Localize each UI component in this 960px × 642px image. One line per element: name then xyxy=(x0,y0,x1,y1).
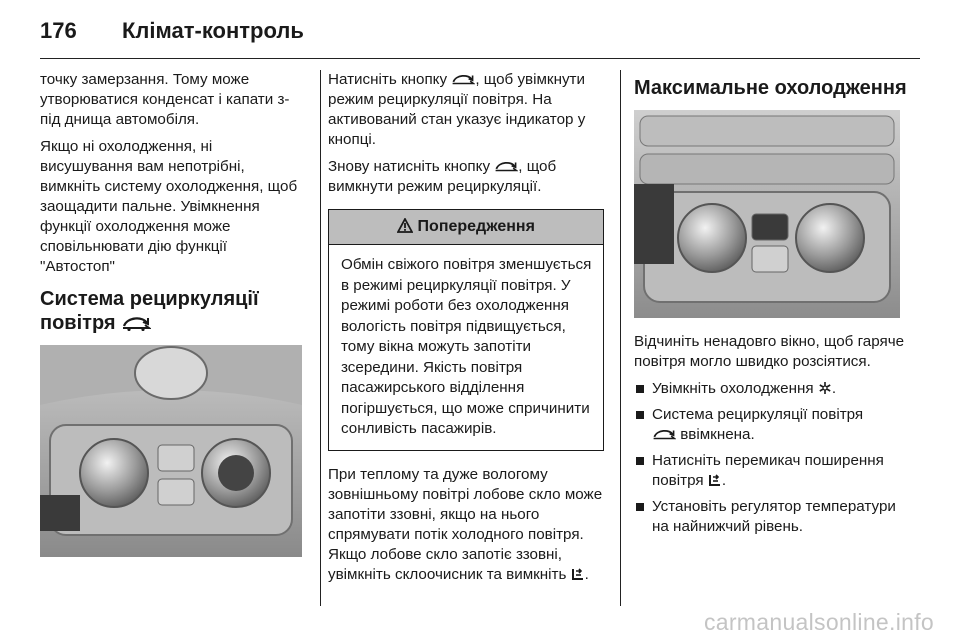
section-heading-max-cooling: Максимальне охолодження xyxy=(634,77,907,99)
snowflake-icon xyxy=(818,381,832,395)
list-item: Натисніть перемикач поширення повітря . xyxy=(634,451,910,491)
heading-line: Система рециркуляції xyxy=(40,288,259,310)
recirculation-icon xyxy=(121,315,151,331)
warning-title: Попередження xyxy=(417,218,535,235)
paragraph: При теплому та дуже вологому зовнішньому повітрі лобове скло може запотіти ззовні, якщо на нього спрямувати потік холодного повітря. Якщо лобове скло запотіє ззовні, увімкніть склоочисник та вимкніть . xyxy=(328,465,603,583)
section-heading-recirculation xyxy=(40,287,306,335)
air-distribution-icon xyxy=(571,567,585,581)
paragraph: Відчиніть ненадовго вікно, щоб гаряче повітря могло швидко розсіятися. xyxy=(634,333,905,370)
warning-box xyxy=(328,209,604,451)
header-divider xyxy=(40,58,920,59)
steps-list xyxy=(634,379,910,537)
recirculation-icon xyxy=(652,428,676,441)
list-item: Увімкніть охолодження . xyxy=(634,379,910,399)
column-3 xyxy=(634,70,910,543)
column-divider-2 xyxy=(620,70,621,606)
list-item: Система рециркуляції повітря ввімкнена. xyxy=(634,405,910,445)
column-divider-1 xyxy=(320,70,321,606)
warning-header xyxy=(329,210,603,245)
paragraph: точку замерзання. Тому може утворюватися конденсат і капати з-під днища автомобіля. xyxy=(40,71,290,128)
list-item: Установіть регулятор температури на найнижчий рівень. xyxy=(634,497,910,537)
climate-control-panel-image xyxy=(40,345,302,557)
column-2 xyxy=(328,70,604,592)
warning-text: Обмін свіжого повітря зменшується в режимі рециркуляції повітря. У режимі роботи без охолодження вологість повітря підвищується, тому вікна можуть запотіти зсередини. Якість повітря пасажирського відділення погіршується, що може спричинити сонливість пасажирів. xyxy=(341,256,592,437)
column-1 xyxy=(40,70,306,557)
paragraph: Знову натисніть кнопку , щоб вимкнути режим рециркуляції. xyxy=(328,158,557,195)
air-distribution-icon xyxy=(708,473,722,487)
heading-line: повітря xyxy=(40,312,116,334)
paragraph: Якщо ні охолодження, ні висушування вам непотрібні, вимкніть систему охолодження, щоб заощадити пальне. Увімкнення функції охолодження може сповільнювати дію функції "Автостоп" xyxy=(40,138,298,275)
recirculation-icon xyxy=(494,160,518,173)
climate-control-panel-image xyxy=(634,110,900,318)
recirculation-icon xyxy=(451,73,475,86)
watermark: carmanualsonline.info xyxy=(703,609,934,635)
page-title: Клімат-контроль xyxy=(122,18,304,43)
page-number: 176 xyxy=(40,18,77,43)
page-header xyxy=(40,14,920,54)
paragraph: Натисніть кнопку , щоб увімкнути режим рециркуляції повітря. На активований стан указує індикатор у кнопці. xyxy=(328,71,586,148)
warning-triangle-icon xyxy=(397,218,413,233)
